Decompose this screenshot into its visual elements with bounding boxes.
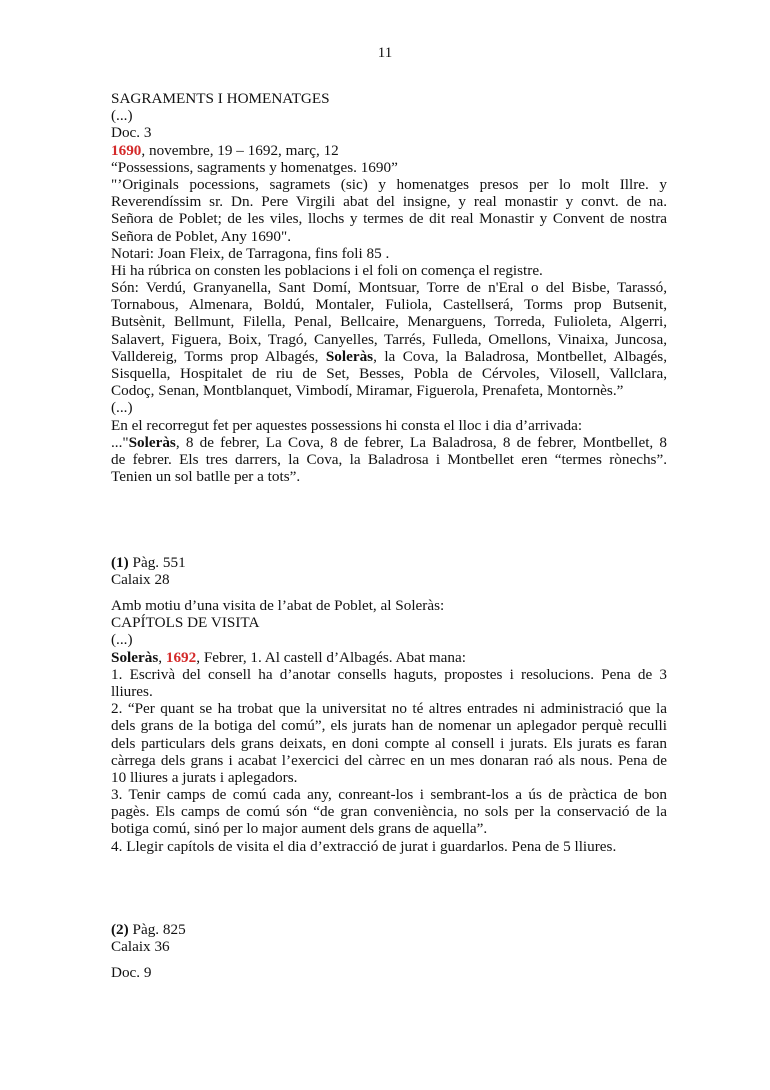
arrival-line: de febrer. Els tres darrers, la Cova, la Baladrosa i Montbellet eren “termes rònechs”. xyxy=(111,450,667,468)
son-text: Valldereig, Torms prop Albagés, xyxy=(111,347,326,365)
footnote-page: Pàg. 551 xyxy=(128,554,186,571)
footnote-ref xyxy=(111,921,667,938)
footnote-calaix: Calaix 36 xyxy=(111,938,170,956)
quote-line: "’Originals pocessions, sagramets (sic) y homenatges presos per lo molt Illre. y xyxy=(111,175,667,193)
son-line: Tornabous, Almenara, Boldú, Montaler, Fuliola, Castellserá, Torms prop Butsenit, xyxy=(111,296,667,314)
son-line: Codoç, Senan, Montblanquet, Vimbodí, Miramar, Figuerola, Prenafeta, Montornès.” xyxy=(111,382,624,400)
item-line: 1. Escrivà del consell ha d’anotar consells haguts, propostes i resolucions. Pena de 3 xyxy=(111,665,667,683)
section-sagraments xyxy=(111,90,667,485)
footnote-marker: (1) xyxy=(111,554,129,571)
footnote-1 xyxy=(111,554,667,588)
item-line: 3. Tenir camps de comú cada any, conreant-los i sembrant-los a ús de pràctica de bon xyxy=(111,786,667,804)
place-bold: Soleràs xyxy=(128,433,176,451)
recorregut-line: En el recorregut fet per aquestes possessions hi consta el lloc i dia d’arrivada: xyxy=(111,416,583,434)
doc-reference: Doc. 3 xyxy=(111,124,152,142)
item-line: lliures. xyxy=(111,682,153,700)
place-bold: Soleràs xyxy=(111,648,159,666)
intro-line: Amb motiu d’una visita de l’abat de Poblet, al Soleràs: xyxy=(111,597,445,614)
quote-line: Señora de Poblet; de les viles, llochs y termes de dit real Monastir y Convent de nostra xyxy=(111,210,667,228)
arrival-text: , 8 de febrer, La Cova, 8 de febrer, La Baladrosa, 8 de febrer, Montbellet, 8 xyxy=(175,433,667,451)
date-line xyxy=(111,142,667,159)
date-line xyxy=(111,649,667,666)
footnote-doc: Doc. 9 xyxy=(111,964,152,982)
year-highlight: 1692 xyxy=(165,648,197,666)
son-text: , la Cova, la Baladrosa, Montbellet, Albagés, xyxy=(373,347,667,365)
quote-line: Señora de Poblet, Any 1690". xyxy=(111,227,291,245)
son-line: Són: Verdú, Granyanella, Sant Domí, Montsuar, Torre de n'Eral o del Bisbe, Tarassó, xyxy=(111,279,667,297)
notari-line: Notari: Joan Fleix, de Tarragona, fins foli 85 . xyxy=(111,244,390,262)
rubrica-line: Hi ha rúbrica on consten les poblacions i el foli on comença el registre. xyxy=(111,261,543,279)
footnote-ref xyxy=(111,554,667,571)
section-capitols xyxy=(111,597,667,855)
item-line: dels grans de la botiga del comú”, els jurats han de nomenar un aplegador perquè reculli xyxy=(111,717,667,735)
page-number: 11 xyxy=(377,45,393,61)
item-line: 4. Llegir capítols de visita el dia d’extracció de jurat i guardarlos. Pena de 5 lliures. xyxy=(111,837,617,855)
date-text: , novembre, 19 – 1692, març, 12 xyxy=(141,141,339,159)
son-line: Salavert, Figuera, Boix, Tragó, Canyelles, Tarrés, Fulleda, Omellons, Vinaixa, Juncosa, xyxy=(111,330,667,348)
item-line: càrrega dels grans i acabat l’exercici del càrrec en un mes donaran raó als nous. Pena de xyxy=(111,751,667,769)
quote-line: Reverendíssim sr. Dn. Pere Virgili abat del insigne, y real monastir y convt. de na. xyxy=(111,193,667,211)
section-heading: SAGRAMENTS I HOMENATGES xyxy=(111,90,330,107)
item-line: 2. “Per quant se ha trobat que la universitat no té altres entrades ni administració que la xyxy=(111,700,667,718)
son-line: Sisquella, Hospitalet de riu de Set, Besses, Pobla de Cérvoles, Vilosell, Vallclara, xyxy=(111,365,667,382)
arrival-line: Tenien un sol batlle per a tots”. xyxy=(111,468,301,486)
arrival-line xyxy=(111,434,667,451)
ellipsis: (...) xyxy=(111,631,133,649)
footnote-2 xyxy=(111,921,667,982)
place-bold: Soleràs xyxy=(325,347,374,365)
item-line: pagès. Els camps de comú són “de gran conveniència, no sols per la conservació de la xyxy=(111,803,667,821)
ellipsis: (...) xyxy=(111,107,133,125)
section-heading: CAPÍTOLS DE VISITA xyxy=(111,614,260,632)
arrival-text: ..." xyxy=(111,433,129,451)
item-line: 10 lliures a jurats i aplegadors. xyxy=(111,768,298,786)
title-quote: “Possessions, sagraments y homenatges. 1690” xyxy=(111,158,398,176)
date-text: , Febrer, 1. Al castell d’Albagés. Abat mana: xyxy=(196,648,466,666)
footnote-page: Pàg. 825 xyxy=(128,921,186,938)
ellipsis: (...) xyxy=(111,399,133,417)
son-line: Butsènit, Bellmunt, Filella, Penal, Bellcaire, Menarguens, Torreda, Fulioleta, Algerri, xyxy=(111,313,667,331)
year-highlight: 1690 xyxy=(111,141,142,159)
item-line: dels particulars dels grans deixats, en doni compte al consell i jurats. Els jurats es faran xyxy=(111,734,667,752)
footnote-marker: (2) xyxy=(111,921,129,938)
comma: , xyxy=(158,648,166,666)
footnote-calaix: Calaix 28 xyxy=(111,571,170,589)
son-line xyxy=(111,348,667,365)
item-line: botiga comú, sinó per lo major aument dels grans de aquella”. xyxy=(111,820,488,838)
